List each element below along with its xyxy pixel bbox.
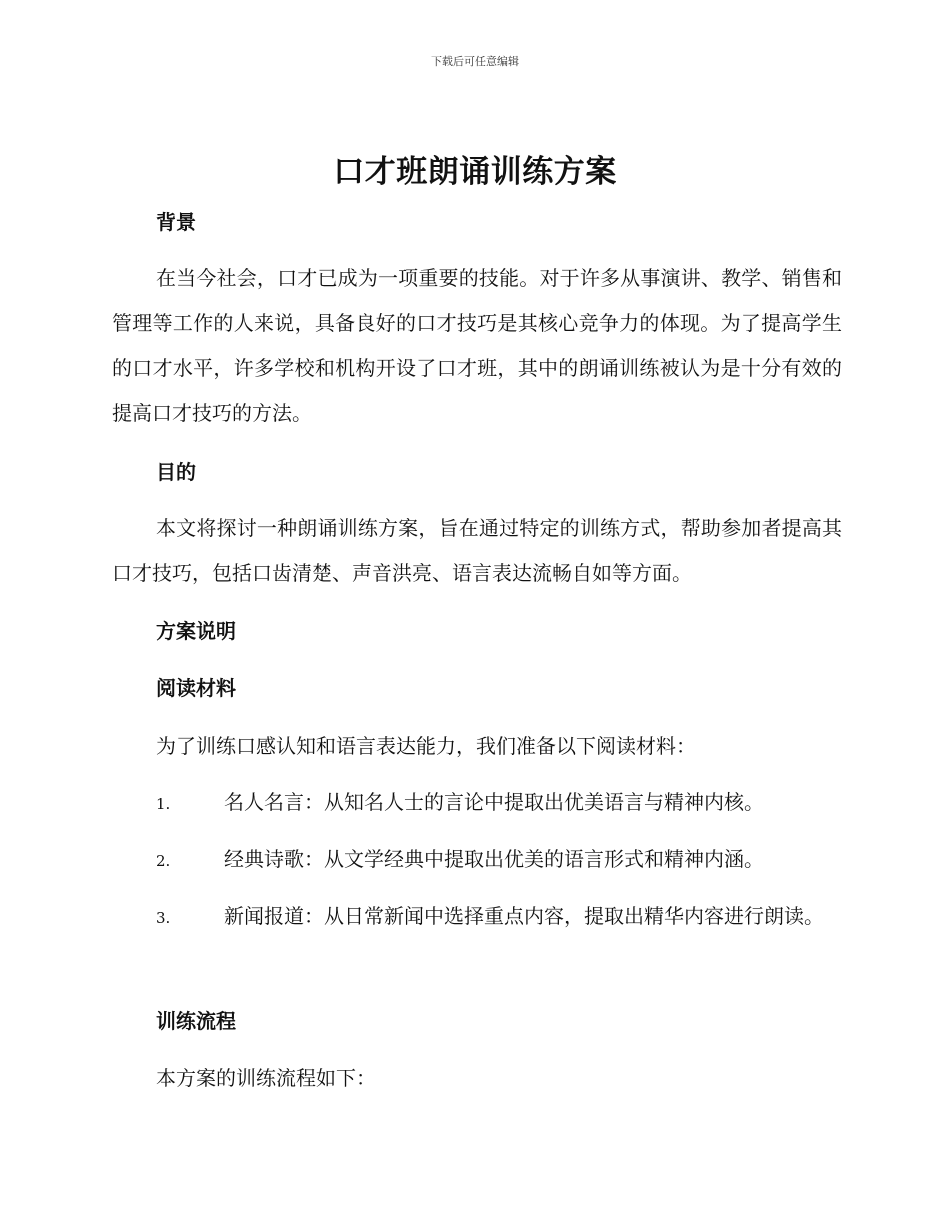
heading-reading-materials: 阅读材料 (156, 676, 236, 700)
heading-plan: 方案说明 (156, 619, 236, 643)
list-item (112, 831, 832, 890)
document-title: 口才班朗诵训练方案 (333, 154, 617, 190)
list-item-number: 1. (156, 795, 171, 813)
heading-background: 背景 (156, 210, 196, 234)
list-item-number: 2. (156, 852, 171, 870)
heading-purpose: 目的 (156, 460, 196, 484)
list-item (112, 888, 832, 947)
list-item-number: 3. (156, 909, 171, 927)
list-item-text: 名人名言：从知名人士的言论中提取出优美语言与精神内核。 (224, 790, 764, 814)
paragraph-background: 在当今社会，口才已成为一项重要的技能。对于许多从事演讲、教学、销售和管理等工作的人来说，具备良好的口才技巧是其核心竞争力的体现。为了提高学生的口才水平，许多学校和机构开设了口才班，其中的朗诵训练被认为是十分有效的提高口才技巧的方法。 (112, 266, 842, 425)
list-item (112, 774, 832, 833)
reading-materials-intro: 为了训练口感认知和语言表达能力，我们准备以下阅读材料： (156, 734, 696, 758)
training-process-intro: 本方案的训练流程如下： (156, 1066, 376, 1090)
list-item-text: 经典诗歌：从文学经典中提取出优美的语言形式和精神内涵。 (224, 847, 764, 871)
heading-training-process: 训练流程 (156, 1009, 236, 1033)
paragraph-purpose: 本文将探讨一种朗诵训练方案，旨在通过特定的训练方式，帮助参加者提高其口才技巧，包括口齿清楚、声音洪亮、语言表达流畅自如等方面。 (112, 516, 842, 585)
list-item-text: 新闻报道：从日常新闻中选择重点内容，提取出精华内容进行朗读。 (224, 904, 824, 928)
page-header-note: 下载后可任意编辑 (431, 55, 519, 68)
